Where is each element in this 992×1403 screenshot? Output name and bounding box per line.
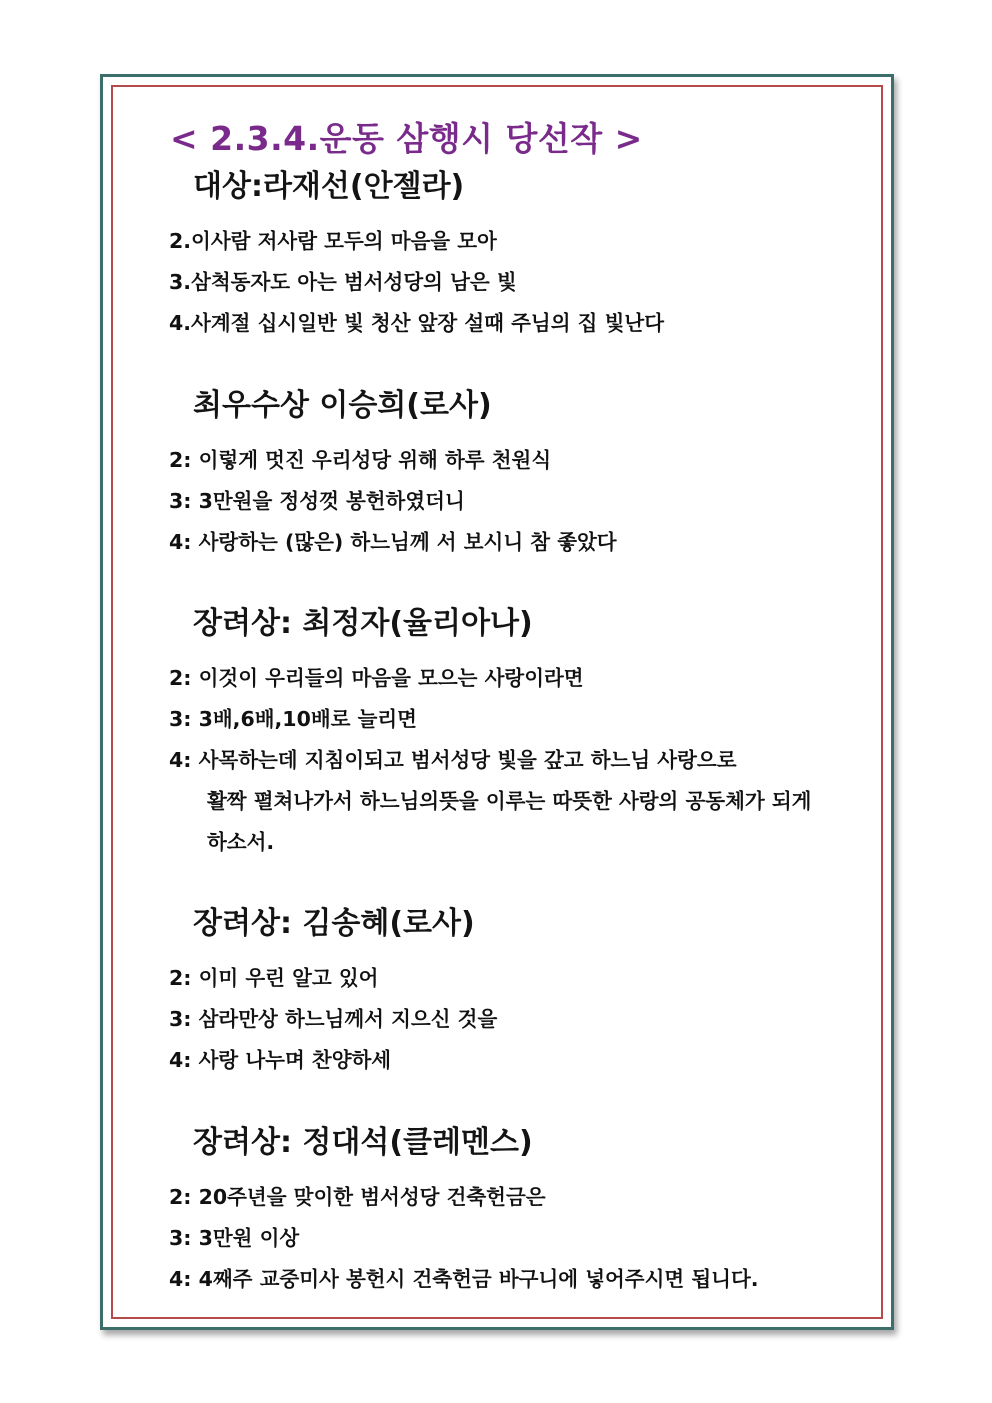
poem-line: 2: 이렇게 멋진 우리성당 위해 하루 천원식 <box>169 448 552 472</box>
poem-line: 2: 20주년을 맞이한 범서성당 건축헌금은 <box>169 1185 546 1209</box>
award-section-encouragement-1 <box>169 606 861 863</box>
poem-lines <box>169 1177 861 1300</box>
award-section-encouragement-2 <box>169 906 861 1081</box>
award-heading: 장려상: 최정자(율리아나) <box>193 606 533 641</box>
award-section-excellence <box>169 388 861 563</box>
poem-line: 4.사계절 십시일반 빛 청산 앞장 설때 주님의 집 빛난다 <box>169 311 665 335</box>
poem-line: 2: 이것이 우리들의 마음을 모으는 사랑이라면 <box>169 666 584 690</box>
award-section-encouragement-3 <box>169 1125 861 1300</box>
poem-line: 3: 3만원을 정성껏 봉헌하였더니 <box>169 489 465 513</box>
award-heading: 장려상: 정대석(클레멘스) <box>193 1125 533 1160</box>
poem-line: 4: 4째주 교중미사 봉헌시 건축헌금 바구니에 넣어주시면 됩니다. <box>169 1267 759 1291</box>
award-heading: 대상:라재선(안젤라) <box>193 169 465 204</box>
poem-line-continuation: 하소서. <box>207 830 275 854</box>
poem-lines <box>169 658 861 863</box>
poem-lines <box>169 958 861 1081</box>
poem-line: 4: 사목하는데 지침이되고 범서성당 빛을 갚고 하느님 사랑으로 <box>169 748 737 772</box>
poem-line-continuation: 활짝 펼쳐나가서 하느님의뜻을 이루는 따뜻한 사랑의 공동체가 되게 <box>207 789 812 813</box>
poem-line: 3: 3배,6배,10배로 늘리면 <box>169 707 417 731</box>
poem-line: 3: 3만원 이상 <box>169 1226 300 1250</box>
award-heading: 최우수상 이승희(로사) <box>193 388 492 423</box>
poem-line: 2.이사람 저사람 모두의 마음을 모아 <box>169 229 497 253</box>
poem-card <box>100 74 894 1330</box>
poem-line: 4: 사랑 나누며 찬양하세 <box>169 1048 392 1072</box>
poem-line: 3.삼척동자도 아는 범서성당의 남은 빛 <box>169 270 517 294</box>
poem-line: 4: 사랑하는 (많은) 하느님께 서 보시니 참 좋았다 <box>169 530 617 554</box>
award-section-grand <box>169 169 861 344</box>
poem-line: 3: 삼라만상 하느님께서 지으신 것을 <box>169 1007 498 1031</box>
poem-line: 2: 이미 우린 알고 있어 <box>169 966 379 990</box>
page-title: < 2.3.4.운동 삼행시 당선작 > <box>170 119 643 158</box>
poem-lines <box>169 440 861 563</box>
poem-lines <box>169 221 861 344</box>
award-heading: 장려상: 김송혜(로사) <box>193 906 475 941</box>
card-inner-border <box>111 85 883 1319</box>
